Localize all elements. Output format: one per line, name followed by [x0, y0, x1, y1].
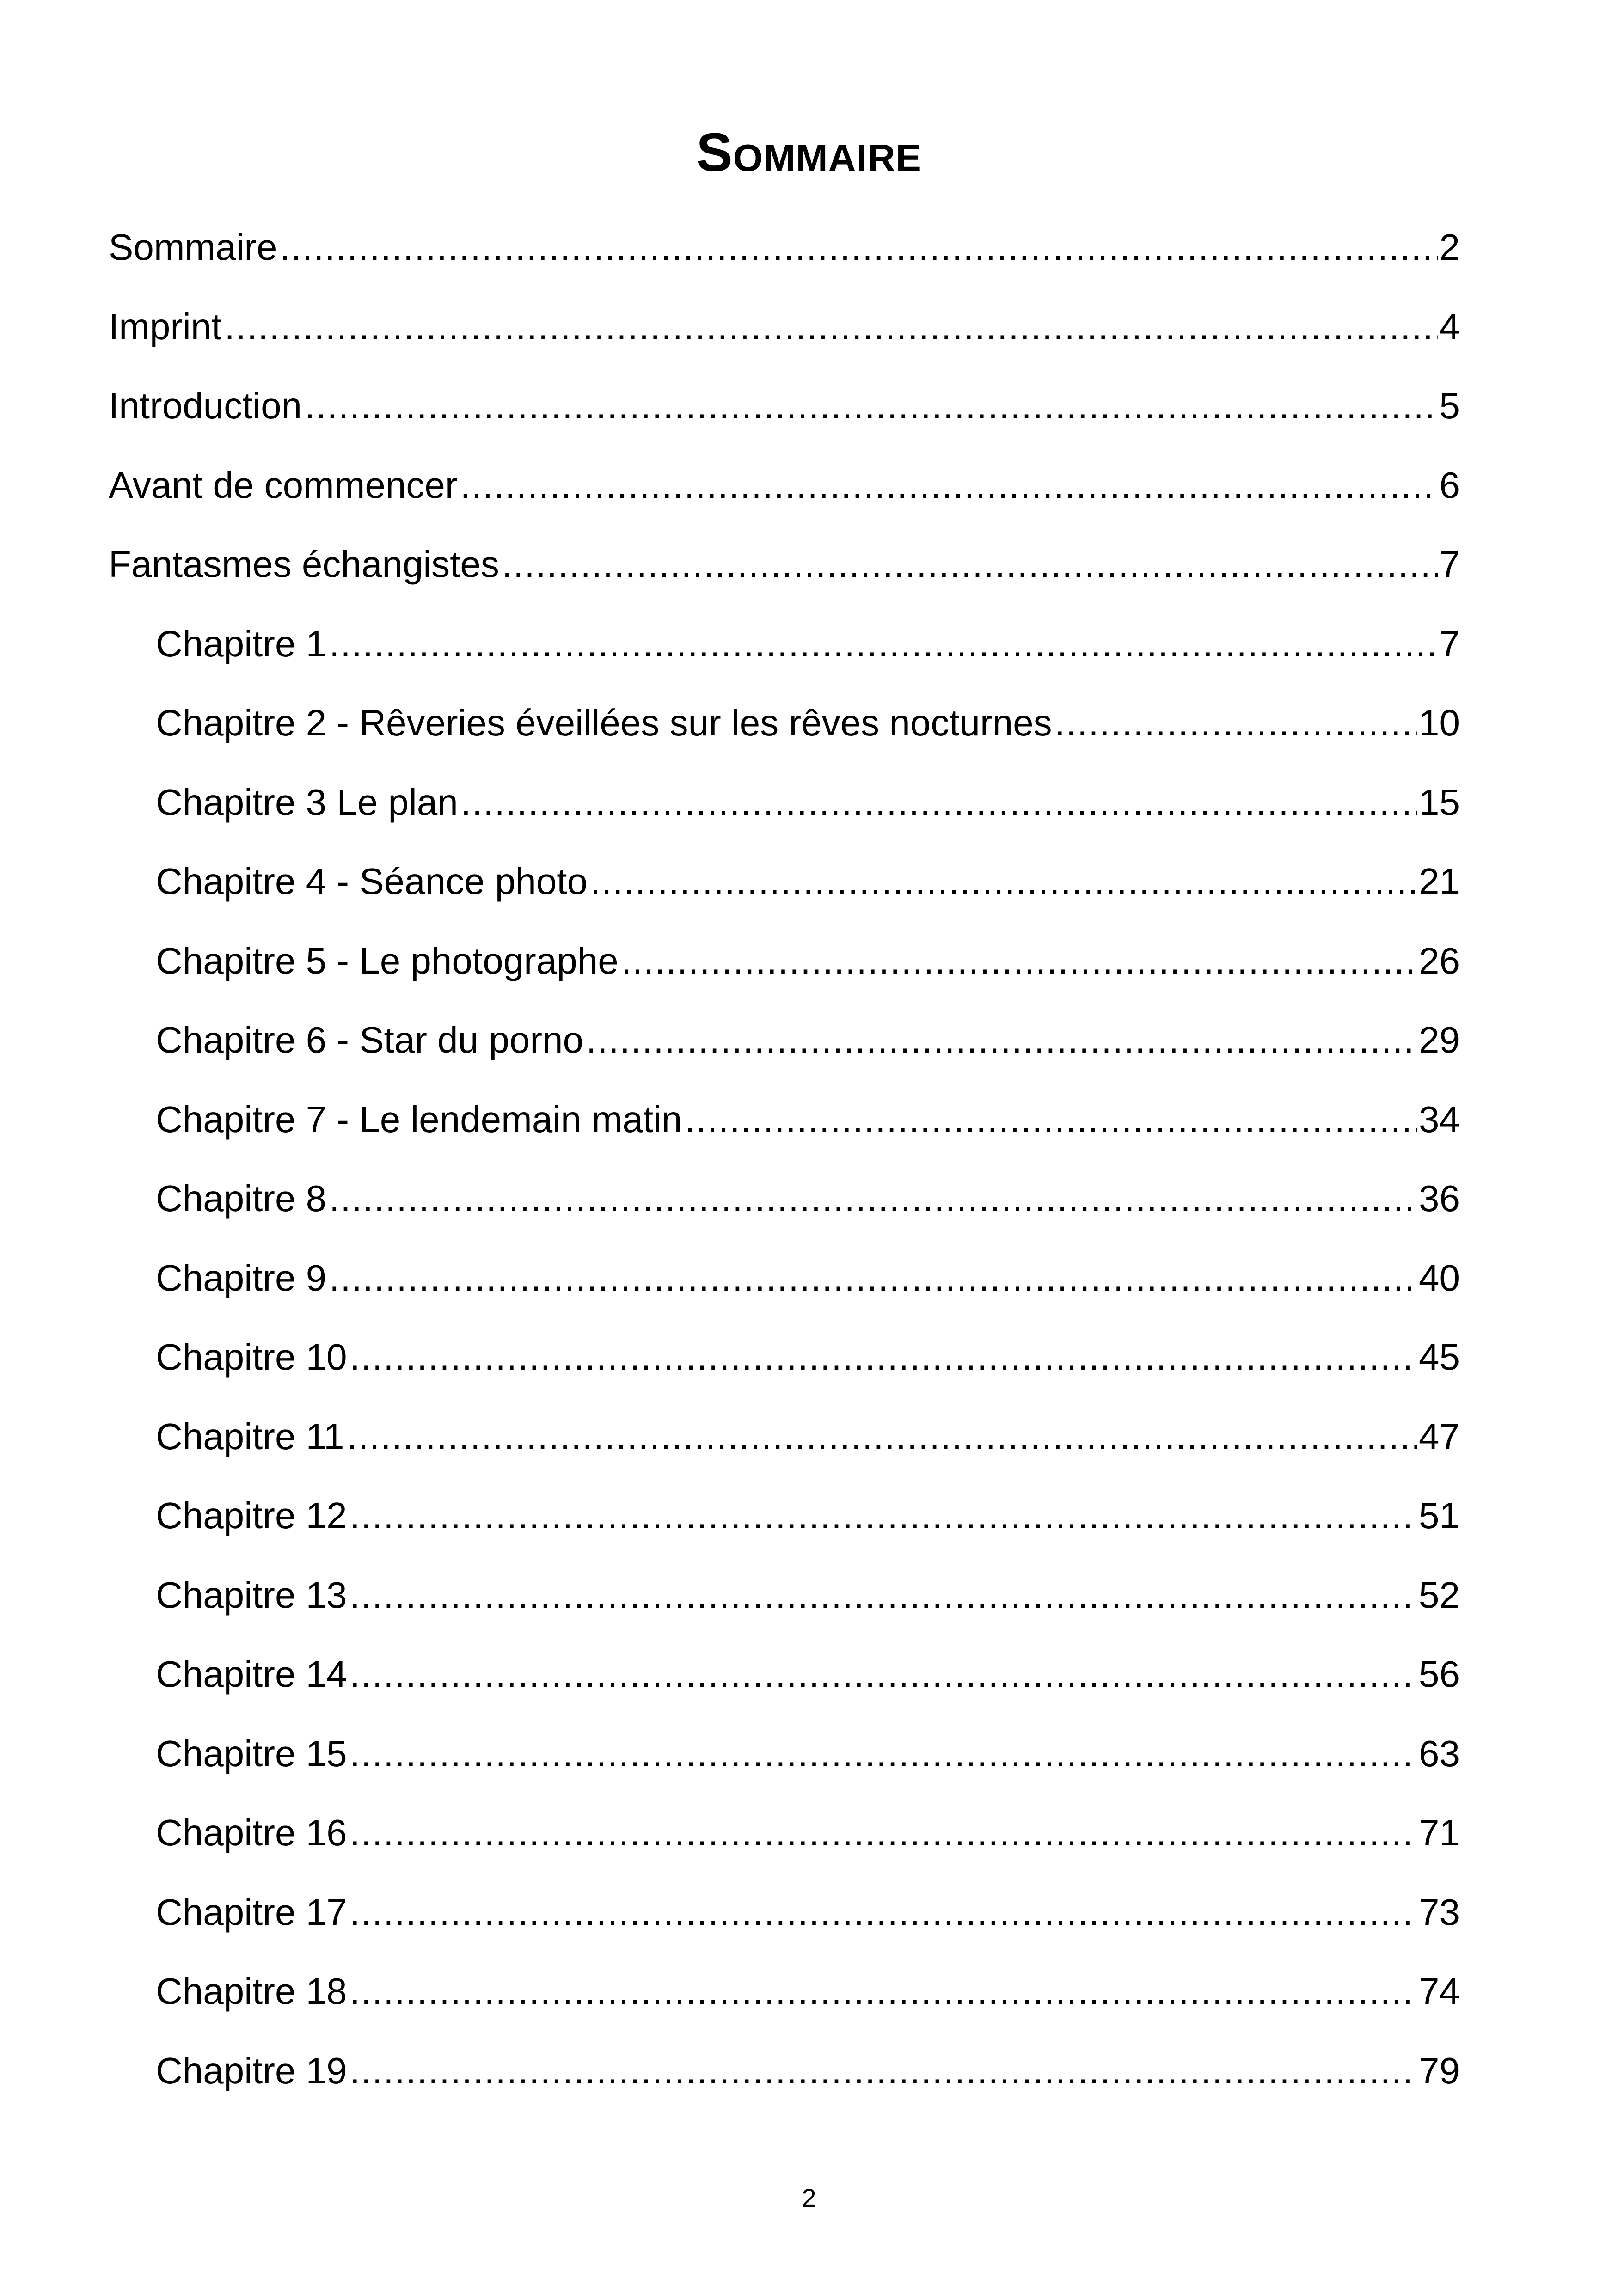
- toc-entry-label: Chapitre 2 - Rêveries éveillées sur les rêves nocturnes: [156, 702, 1052, 743]
- toc-entry-page-number: 5: [1439, 385, 1460, 426]
- toc-entry-label: Avant de commencer: [109, 465, 458, 506]
- toc-dot-leader: [350, 1807, 1417, 1858]
- toc-entry[interactable]: [156, 1570, 1460, 1621]
- toc-dot-leader: [305, 380, 1437, 431]
- toc-entry-page-number: 63: [1419, 1733, 1460, 1774]
- toc-dot-leader: [347, 1411, 1417, 1462]
- toc-entry[interactable]: [156, 777, 1460, 828]
- toc-entry-label: Chapitre 13: [156, 1574, 347, 1616]
- toc-entry-label: Chapitre 9: [156, 1257, 327, 1298]
- toc-entry[interactable]: [109, 301, 1460, 352]
- toc-entry-page-number: 7: [1439, 544, 1460, 585]
- toc-entry-page-number: 34: [1419, 1099, 1460, 1140]
- toc-entry-page-number: 15: [1419, 782, 1460, 823]
- toc-dot-leader: [280, 222, 1438, 273]
- toc-entry[interactable]: [156, 618, 1460, 669]
- toc-entry-label: Chapitre 3 Le plan: [156, 782, 458, 823]
- toc-dot-leader: [460, 460, 1437, 511]
- toc-entry-label: Chapitre 6 - Star du porno: [156, 1019, 583, 1060]
- page-title: Sommaire: [696, 122, 922, 183]
- toc-dot-leader: [590, 856, 1417, 907]
- toc-entry-page-number: 2: [1439, 227, 1460, 268]
- toc-entry-label: Chapitre 5 - Le photographe: [156, 940, 619, 981]
- toc-entry[interactable]: [156, 698, 1460, 748]
- toc-dot-leader: [350, 2045, 1417, 2096]
- toc-dot-leader: [350, 1570, 1417, 1621]
- toc-entry-label: Chapitre 11: [156, 1416, 344, 1457]
- toc-entry-page-number: 45: [1419, 1336, 1460, 1378]
- toc-dot-leader: [1055, 698, 1417, 748]
- toc-entry[interactable]: [109, 222, 1460, 273]
- toc-dot-leader: [225, 301, 1438, 352]
- toc-dot-leader: [461, 777, 1417, 828]
- toc-entry-page-number: 6: [1439, 465, 1460, 506]
- toc-dot-leader: [329, 1173, 1417, 1224]
- toc-entry-page-number: 73: [1419, 1892, 1460, 1933]
- toc-entry[interactable]: [156, 1887, 1460, 1938]
- toc-entry[interactable]: [156, 2045, 1460, 2096]
- toc-dot-leader: [350, 1887, 1417, 1938]
- toc-entry[interactable]: [156, 1728, 1460, 1779]
- toc-dot-leader: [621, 936, 1417, 986]
- toc-entry-page-number: 47: [1419, 1416, 1460, 1457]
- toc-entry[interactable]: [109, 380, 1460, 431]
- toc-entry-page-number: 36: [1419, 1178, 1460, 1219]
- toc-entry-label: Chapitre 15: [156, 1733, 347, 1774]
- toc-dot-leader: [350, 1649, 1417, 1700]
- toc-entry-label: Chapitre 17: [156, 1892, 347, 1933]
- toc-dot-leader: [350, 1966, 1417, 2017]
- toc-entry-label: Chapitre 4 - Séance photo: [156, 861, 588, 902]
- toc-entry-label: Chapitre 16: [156, 1812, 347, 1853]
- toc-entry-label: Introduction: [109, 385, 302, 426]
- toc-entry-label: Fantasmes échangistes: [109, 544, 499, 585]
- toc-entry-page-number: 7: [1439, 623, 1460, 664]
- toc-dot-leader: [685, 1094, 1417, 1145]
- toc-entry-page-number: 29: [1419, 1019, 1460, 1060]
- toc-dot-leader: [350, 1728, 1417, 1779]
- toc-entry[interactable]: [156, 856, 1460, 907]
- toc-entry-page-number: 52: [1419, 1574, 1460, 1616]
- toc-entry-page-number: 40: [1419, 1257, 1460, 1298]
- page-number: 2: [802, 2183, 816, 2212]
- toc-dot-leader: [586, 1015, 1417, 1065]
- toc-entry-label: Chapitre 19: [156, 2050, 347, 2091]
- toc-entry[interactable]: [109, 460, 1460, 511]
- toc-entry[interactable]: [156, 1094, 1460, 1145]
- toc-entry[interactable]: [156, 1173, 1460, 1224]
- toc-dot-leader: [329, 1253, 1417, 1304]
- toc-entry-page-number: 51: [1419, 1495, 1460, 1536]
- toc-entry-label: Chapitre 8: [156, 1178, 327, 1219]
- toc-entry-page-number: 79: [1419, 2050, 1460, 2091]
- toc-entry[interactable]: [156, 1015, 1460, 1065]
- toc-entry-page-number: 10: [1419, 702, 1460, 743]
- toc-entry-page-number: 71: [1419, 1812, 1460, 1853]
- toc-entry-label: Chapitre 14: [156, 1653, 347, 1695]
- toc-entry-label: Sommaire: [109, 227, 277, 268]
- toc-entry[interactable]: [156, 1649, 1460, 1700]
- toc-entry[interactable]: [156, 1490, 1460, 1541]
- toc-entry[interactable]: [156, 1807, 1460, 1858]
- toc-dot-leader: [350, 1332, 1417, 1383]
- toc-dot-leader: [502, 539, 1438, 590]
- toc-entry-label: Chapitre 12: [156, 1495, 347, 1536]
- toc-entry-page-number: 4: [1439, 306, 1460, 347]
- toc-entry-page-number: 21: [1419, 861, 1460, 902]
- toc-entry-page-number: 26: [1419, 940, 1460, 981]
- toc-entry-label: Chapitre 18: [156, 1971, 347, 2012]
- toc-entry[interactable]: [156, 936, 1460, 986]
- toc-entry[interactable]: [156, 1332, 1460, 1383]
- toc-entry-page-number: 74: [1419, 1971, 1460, 2012]
- toc-entry[interactable]: [156, 1411, 1460, 1462]
- toc-entry-label: Chapitre 10: [156, 1336, 347, 1378]
- toc-entry-label: Imprint: [109, 306, 222, 347]
- toc-entry-label: Chapitre 7 - Le lendemain matin: [156, 1099, 682, 1140]
- toc-entry[interactable]: [109, 539, 1460, 590]
- toc-entry-label: Chapitre 1: [156, 623, 327, 664]
- toc-entry[interactable]: [156, 1966, 1460, 2017]
- toc-entry-page-number: 56: [1419, 1653, 1460, 1695]
- toc-dot-leader: [329, 618, 1437, 669]
- toc-dot-leader: [350, 1490, 1417, 1541]
- toc-entry[interactable]: [156, 1253, 1460, 1304]
